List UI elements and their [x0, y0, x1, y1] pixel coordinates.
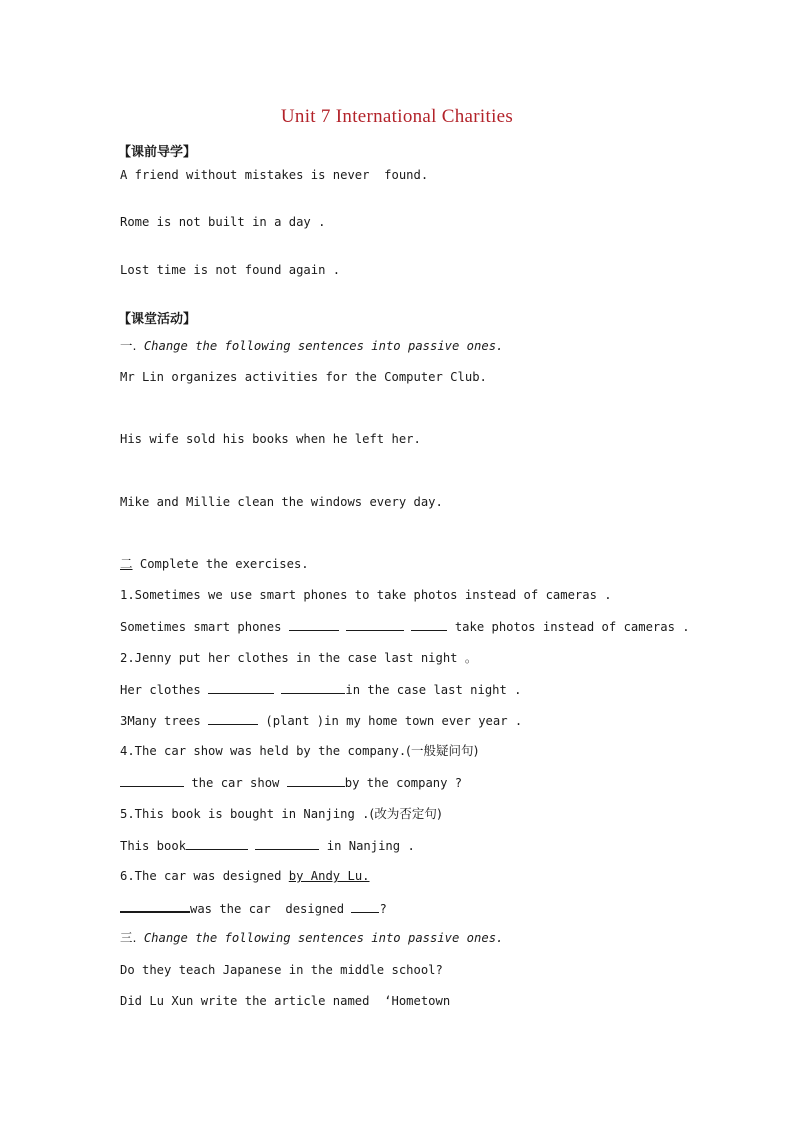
question-4-text: 4.The car show was held by the company. [120, 744, 407, 758]
pre-class-heading: 【课前导学】 [118, 145, 197, 160]
page-title: Unit 7 International Charities [280, 106, 514, 127]
answer-blank[interactable] [351, 900, 379, 913]
answer-blank[interactable] [208, 681, 274, 694]
question-6-underlined: by Andy Lu. [288, 869, 370, 883]
section1-number: 一. [120, 338, 137, 353]
question-5 [120, 806, 442, 822]
question-5-text: 5.This book is bought in Nanjing . [120, 807, 370, 821]
answer-5-end: in Nanjing . [326, 839, 415, 853]
question-4 [120, 743, 478, 759]
question-3-end: (plant )in my home town ever year . [265, 714, 523, 728]
answer-4 [120, 774, 462, 791]
answer-1-end: take photos instead of cameras . [454, 620, 690, 634]
question-5-note: (改为否定句) [369, 806, 442, 821]
question-2: 2.Jenny put her clothes in the case last night 。 [120, 651, 478, 665]
proverb-line: A friend without mistakes is never found. [120, 168, 429, 182]
section1-header [120, 338, 503, 354]
answer-blank[interactable] [120, 774, 184, 787]
answer-blank[interactable] [186, 837, 248, 850]
answer-1-text: Sometimes smart phones [120, 620, 282, 634]
section3-instruction: Change the following sentences into passive ones. [143, 931, 504, 945]
section2-number: 二 [120, 556, 133, 571]
question-3-text: 3Many trees [120, 714, 201, 728]
section3-number: 三. [120, 930, 137, 945]
answer-blank[interactable] [411, 618, 447, 631]
exercise-sentence: His wife sold his books when he left her. [120, 432, 421, 446]
section1-instruction: Change the following sentences into passive ones. [143, 339, 504, 353]
proverb-line: Lost time is not found again . [120, 263, 341, 277]
answer-blank[interactable] [346, 618, 404, 631]
answer-5-text: This book [120, 839, 187, 853]
question-1: 1.Sometimes we use smart phones to take photos instead of cameras . [120, 588, 612, 602]
answer-blank[interactable] [255, 837, 319, 850]
answer-4-text: the car show [191, 776, 280, 790]
exercise-sentence: Do they teach Japanese in the middle school? [120, 963, 443, 977]
answer-2-end: in the case last night . [345, 683, 522, 697]
answer-blank[interactable] [120, 899, 190, 913]
section2-header [120, 556, 309, 572]
section2-instruction: Complete the exercises. [139, 557, 309, 571]
answer-blank[interactable] [287, 774, 345, 787]
exercise-sentence: Mike and Millie clean the windows every day. [120, 495, 443, 509]
answer-blank[interactable] [289, 618, 339, 631]
answer-4-end: by the company ? [344, 776, 463, 790]
answer-6 [120, 899, 387, 917]
question-6 [120, 868, 370, 884]
answer-1 [120, 618, 690, 635]
answer-blank[interactable] [281, 681, 345, 694]
answer-5 [120, 837, 415, 854]
exercise-sentence: Mr Lin organizes activities for the Computer Club. [120, 370, 487, 384]
answer-6-end: ? [379, 902, 387, 916]
question-3 [120, 712, 522, 729]
answer-2-text: Her clothes [120, 683, 201, 697]
answer-blank[interactable] [208, 712, 258, 725]
answer-6-text: was the car designed [190, 902, 345, 916]
section3-header [120, 930, 503, 946]
in-class-heading: 【课堂活动】 [118, 312, 197, 327]
proverb-line: Rome is not built in a day . [120, 215, 326, 229]
question-6-text: 6.The car was designed [120, 869, 282, 883]
exercise-sentence: Did Lu Xun write the article named ‘Hometown [120, 994, 451, 1008]
answer-2 [120, 681, 522, 698]
question-4-note: (一般疑问句) [406, 743, 479, 758]
